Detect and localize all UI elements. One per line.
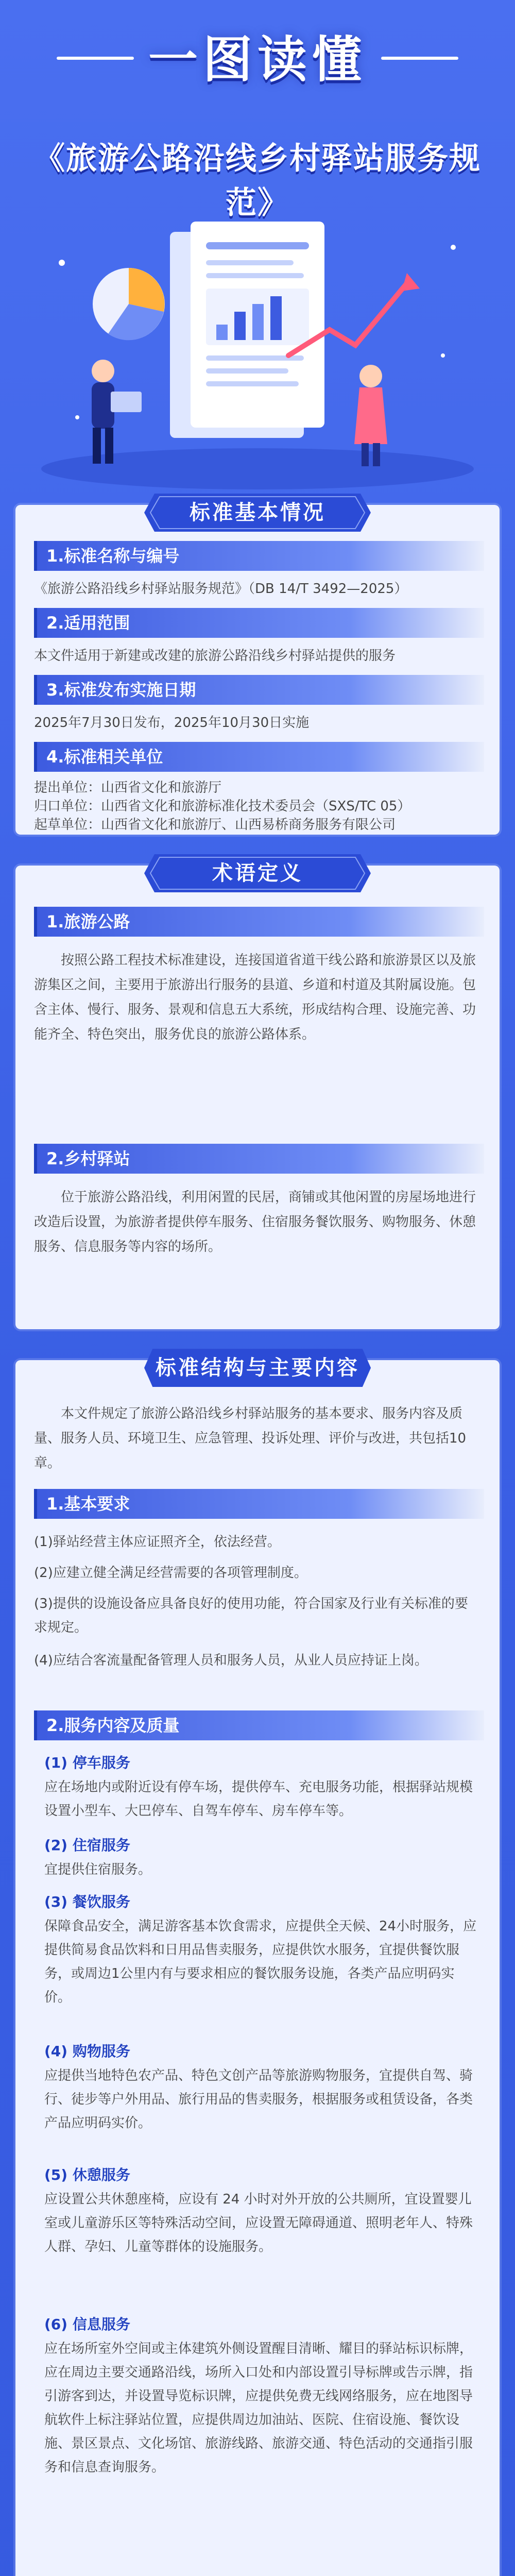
banner-basic-info: 标准基本情况 [190,501,325,524]
sub-title-dining: (3) 餐饮服务 [44,1893,130,1910]
unit-drafter: 起草单位：山西省文化和旅游厅、山西易桥商务服务有限公司 [34,817,396,833]
unit-governing: 归口单位：山西省文化和旅游标准化技术委员会（SXS/TC 05） [34,799,411,814]
hero [0,0,515,495]
section-head-service-content: 2.服务内容及质量 [34,1710,484,1740]
section-head-units: 4.标准相关单位 [34,742,484,772]
hero-illustration [0,201,515,489]
sub-text-dining: 保障食品安全，满足游客基本饮食需求，应提供全天候、24小时服务，应提供简易食品饮料和日用品售卖服务，应提供饮水服务，宜提供餐饮服务，或周边1公里内有与要求相应的餐饮服务设施，各类产品应明码实价。 [44,1919,477,2005]
sub-title-info: (6) 信息服务 [44,2316,130,2333]
basic-req-item-2: (2)应建立健全满足经营需要的各项管理制度。 [34,1565,307,1581]
sub-text-lodging: 宜提供住宿服务。 [44,1862,152,1877]
sub-text-rest: 应设置公共休憩座椅，应设有 24 小时对外开放的公共厕所，宜设置婴儿室或儿童游乐区等特殊活动空间，应设置无障碍通道、照明老年人、特殊人群、孕妇、儿童等群体的设施服务。 [44,2192,473,2255]
unit-proposer: 提出单位：山西省文化和旅游厅 [34,780,222,795]
person-left-icon [92,360,142,464]
card-basic-info [15,501,500,835]
basic-req-item-4: (4)应结合客流量配备管理人员和服务人员，从业人员应持证上岗。 [34,1653,428,1668]
hero-title-wrap [0,21,515,91]
section-text-rural-station: 位于旅游公路沿线，利用闲置的民居，商铺或其他闲置的房屋场地进行改造后设置，为旅游者提供停车服务、住宿服务餐饮服务、购物服务、休憩服务、信息服务等内容的场所。 [34,1190,476,1255]
basic-req-item-1: (1)驿站经营主体应证照齐全，依法经营。 [34,1534,281,1550]
banner-structure: 标准结构与主要内容 [156,1356,359,1380]
section-text-scope: 本文件适用于新建或改建的旅游公路沿线乡村驿站提供的服务 [34,648,396,664]
banner-terms: 术语定义 [212,861,303,885]
section-text-tourism-road: 按照公路工程技术标准建设，连接国道省道干线公路和旅游景区以及旅游集区之间，主要用于旅游出行服务的县道、乡道和村道及其附属设施。包含主体、慢行、服务、景观和信息五大系统，形成结构合理、设施完善、功能齐全、特色突出，服务优良的旅游公路体系。 [34,953,476,1042]
section-head-basic-req: 1.基本要求 [34,1489,484,1519]
section-head-name: 1.标准名称与编号 [34,541,484,571]
section-head-scope: 2.适用范围 [34,608,484,638]
structure-intro: 本文件规定了旅游公路沿线乡村驿站服务的基本要求、服务内容及质量、服务人员、环境卫生、应急管理、投诉处理、评价与改进，共包括10章。 [34,1406,467,1471]
sub-title-parking: (1) 停车服务 [44,1754,130,1771]
section-text-dates: 2025年7月30日发布，2025年10月30日实施 [34,715,310,731]
section-text-name: 《旅游公路沿线乡村驿站服务规范》（DB 14/T 3492—2025） [34,581,408,597]
card-terms [15,861,500,1329]
hero-subtitle: 《旅游公路沿线乡村驿站服务规范》 [34,141,481,221]
hero-title: 一图读懂 [148,31,367,89]
sub-title-rest: (5) 休憩服务 [44,2166,130,2183]
sub-title-shopping: (4) 购物服务 [44,2043,130,2060]
pie-chart-icon [93,268,165,340]
sub-text-shopping: 应提供当地特色农产品、特色文创产品等旅游购物服务，宜提供自驾、骑行、徒步等户外用品、旅行用品的售卖服务，根据服务或租赁设备，各类产品应明码实价。 [44,2068,473,2131]
card-structure [15,1356,500,2576]
sub-text-info: 应在场所室外空间或主体建筑外侧设置醒目清晰、耀目的驿站标识标牌，应在周边主要交通路沿线，场所入口处和内部设置引导标牌或告示牌，指引游客到达，并设置导览标识牌，应提供免费无线网络服务，应在地图导航软件上标注驿站位置，应提供周边加油站、医院、住宿设施、餐饮设施、景区景点、文化场馆、旅游线路、旅游交通、特色活动的交通指引服务和信息查询服务。 [44,2341,473,2475]
section-head-dates: 3.标准发布实施日期 [34,675,484,705]
section-head-rural-station: 2.乡村驿站 [34,1144,484,1174]
sub-text-parking: 应在场地内或附近设有停车场，提供停车、充电服务功能，根据驿站规模设置小型车、大巴停车、自驾车停车、房车停车等。 [44,1780,473,1819]
section-head-tourism-road: 1.旅游公路 [34,907,484,937]
document-icon [170,222,324,438]
sub-title-lodging: (2) 住宿服务 [44,1837,130,1854]
basic-req-item-3: (3)提供的设施设备应具备良好的使用功能，符合国家及行业有关标准的要求规定。 [34,1596,468,1635]
